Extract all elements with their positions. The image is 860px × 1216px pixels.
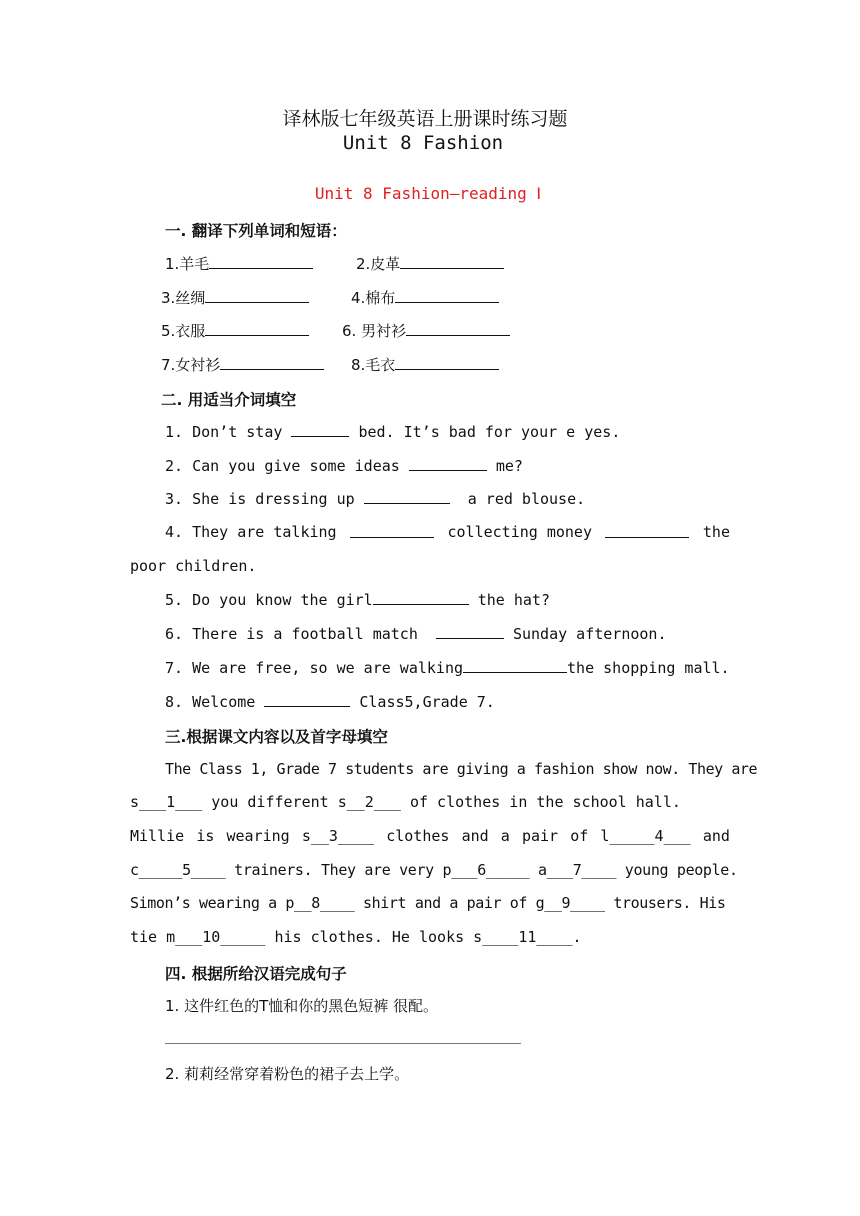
preposition-question-5: 5. Do you know the girl the hat? — [165, 591, 550, 609]
vocab-item-8: 8.毛衣 — [351, 354, 499, 375]
passage-line-3: Millie is wearing s__3____ clothes and a pair of l_____4___ and — [130, 827, 730, 845]
worksheet-title: 译林版七年级英语上册课时练习题 — [282, 108, 568, 130]
vocab-item-3: 3.丝绸 — [161, 287, 309, 308]
lesson-title: Unit 8 Fashion—reading Ⅰ — [314, 184, 542, 203]
unit-title: Unit 8 Fashion — [342, 132, 504, 154]
translation-question-2: 2. 莉莉经常穿着粉色的裙子去上学。 — [165, 1065, 410, 1083]
passage-line-5: Simon’s wearing a p__8____ shirt and a pair of g__9____ trousers. His — [130, 894, 726, 912]
vocab-item-2: 2.皮革 — [356, 253, 504, 274]
translation-question-1: 1. 这件红色的T恤和你的黑色短裤 很配。 — [165, 997, 439, 1015]
preposition-question-4: 4. They are talking collecting money the — [165, 523, 730, 541]
preposition-question-3: 3. She is dressing up a red blouse. — [165, 490, 586, 508]
preposition-question-4-cont: poor children. — [130, 557, 257, 575]
vocab-item-7: 7.女衬衫 — [161, 354, 324, 375]
passage-line-4: c_____5____ trainers. They are very p___6_____ a___7____ young people. — [130, 861, 738, 879]
passage-line-6: tie m___10_____ his clothes. He looks s____11____. — [130, 928, 582, 946]
preposition-question-1: 1. Don’t stay bed. It’s bad for your e yes. — [165, 423, 621, 441]
answer-line — [165, 1043, 521, 1044]
vocab-item-6: 6. 男衬衫 — [342, 320, 510, 341]
preposition-question-8: 8. Welcome Class5,Grade 7. — [165, 693, 495, 711]
preposition-question-2: 2. Can you give some ideas me? — [165, 457, 523, 475]
passage-line-2: s___1___ you different s__2___ of clothes in the school hall. — [130, 793, 681, 811]
passage-line-1: The Class 1, Grade 7 students are giving a fashion show now. They are — [165, 760, 758, 778]
preposition-question-7: 7. We are free, so we are walking the shopping mall. — [165, 659, 730, 677]
section4-heading: 四. 根据所给汉语完成句子 — [165, 965, 347, 983]
section1-heading: 一. 翻译下列单词和短语： — [165, 222, 347, 240]
preposition-question-6: 6. There is a football match Sunday afternoon. — [165, 625, 667, 643]
vocab-item-1: 1.羊毛 — [165, 253, 313, 274]
section3-heading: 三.根据课文内容以及首字母填空 — [165, 728, 388, 746]
vocab-item-5: 5.衣服 — [161, 320, 309, 341]
section2-heading: 二. 用适当介词填空 — [161, 391, 297, 409]
vocab-item-4: 4.棉布 — [351, 287, 499, 308]
